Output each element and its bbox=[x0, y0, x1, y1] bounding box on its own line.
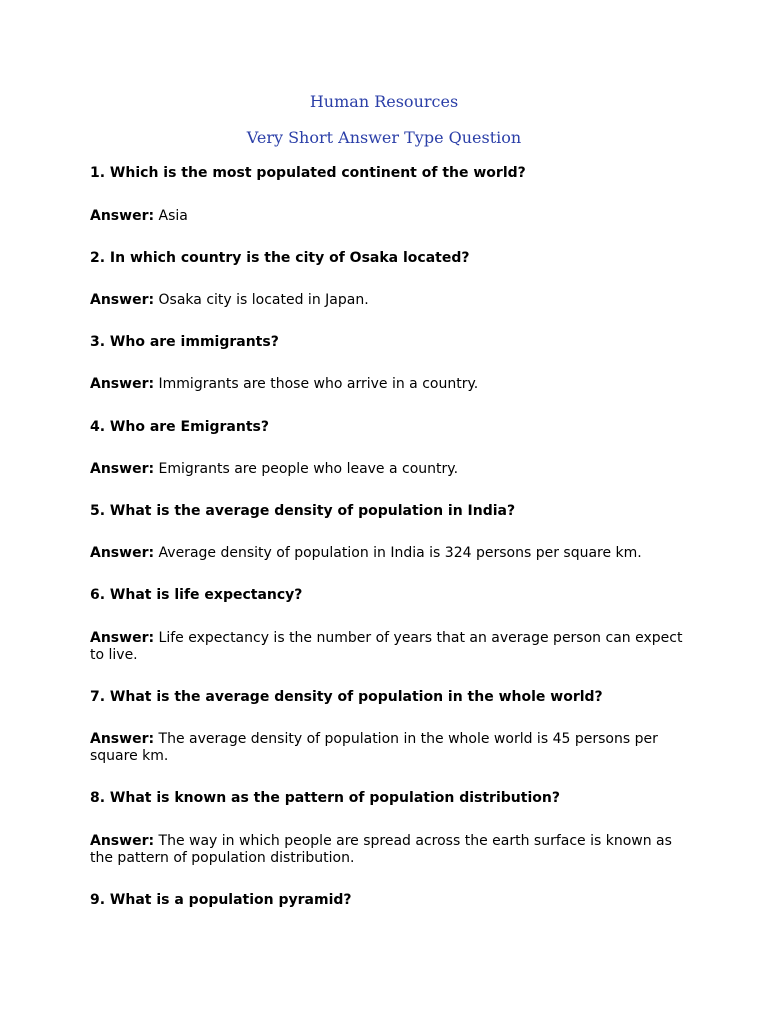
answer-text: Average density of population in India is 324 persons per square km. bbox=[158, 545, 642, 561]
answer-text: Osaka city is located in Japan. bbox=[158, 292, 369, 308]
answer-text: The average density of population in the whole world is 45 persons per square km. bbox=[90, 731, 658, 764]
question-6: 6. What is life expectancy? bbox=[90, 587, 303, 603]
question-1: 1. Which is the most populated continent of the world? bbox=[90, 165, 526, 181]
answer-7 bbox=[90, 731, 685, 765]
answer-text: Asia bbox=[158, 208, 188, 224]
answer-label: Answer: bbox=[90, 630, 155, 646]
answer-3 bbox=[90, 376, 685, 393]
question-9: 9. What is a population pyramid? bbox=[90, 892, 352, 908]
answer-label: Answer: bbox=[90, 376, 155, 392]
answer-text: The way in which people are spread across the earth surface is known as the pattern of population distribution. bbox=[90, 833, 672, 866]
answer-label: Answer: bbox=[90, 461, 155, 477]
answer-6 bbox=[90, 630, 685, 664]
answer-text: Emigrants are people who leave a country. bbox=[158, 461, 459, 477]
answer-1 bbox=[90, 208, 685, 225]
answer-2 bbox=[90, 292, 685, 309]
question-7: 7. What is the average density of population in the whole world? bbox=[90, 689, 603, 705]
answer-label: Answer: bbox=[90, 731, 155, 747]
answer-label: Answer: bbox=[90, 833, 155, 849]
answer-label: Answer: bbox=[90, 208, 155, 224]
answer-text: Life expectancy is the number of years that an average person can expect to live. bbox=[90, 630, 683, 663]
document-title: Human Resources bbox=[309, 92, 459, 111]
question-4: 4. Who are Emigrants? bbox=[90, 419, 269, 435]
answer-text: Immigrants are those who arrive in a country. bbox=[158, 376, 479, 392]
question-5: 5. What is the average density of population in India? bbox=[90, 503, 516, 519]
answer-label: Answer: bbox=[90, 292, 155, 308]
answer-5 bbox=[90, 545, 685, 562]
question-8: 8. What is known as the pattern of population distribution? bbox=[90, 790, 560, 806]
answer-4 bbox=[90, 461, 685, 478]
document-subtitle: Very Short Answer Type Question bbox=[246, 128, 522, 147]
question-3: 3. Who are immigrants? bbox=[90, 334, 279, 350]
question-2: 2. In which country is the city of Osaka located? bbox=[90, 250, 470, 266]
answer-8 bbox=[90, 833, 685, 867]
answer-label: Answer: bbox=[90, 545, 155, 561]
